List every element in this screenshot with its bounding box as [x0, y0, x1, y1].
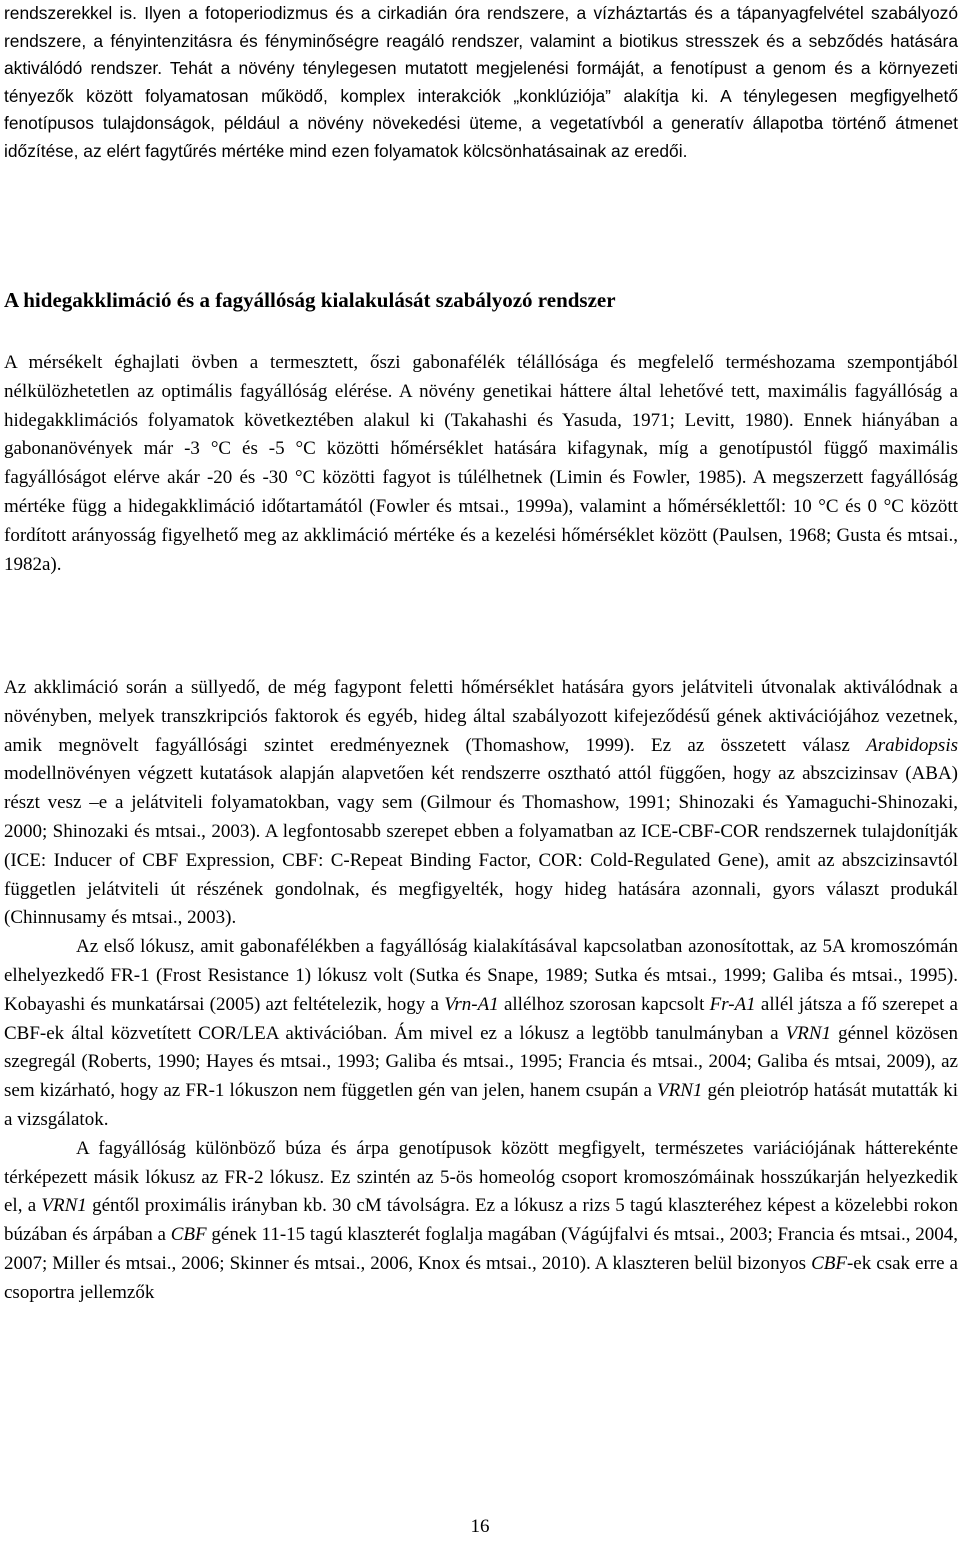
text-run: gén pleiotróp hatását mutatták ki a vizsgálatok. [4, 1080, 958, 1130]
paragraph-acclimation [4, 674, 958, 933]
text-run: gének 11-15 tagú klaszterét foglalja magában (Vágújfalvi és mtsai., 2003; Francia és mtsai., 2004, 2007; Miller és mtsai., 2006; Skinner és mtsai., 2006, Knox és mtsai., 2010). A klaszteren belül bizonyos [4, 1224, 958, 1274]
text-run: géntől proximális irányban kb. 30 cM távolságra. Ez a lókusz a rizs 5 tagú klaszteréhez képest a közelebbi rokon búzában és árpában a [4, 1195, 959, 1246]
page-number: 16 [470, 1516, 490, 1537]
text-run: génnel közösen szegregál (Roberts, 1990; Hayes és mtsai., 1993; Galiba és mtsai., 1995; Francia és mtsai., 2004; Galiba és mtsai, 2009), az sem kizárható, hogy az FR-1 lókuszon nem független gén van jelen, hanem csupán a [4, 1022, 959, 1102]
text-run: -ek csak erre a csoportra jellemzők [4, 1252, 958, 1303]
section-heading: A hidegakklimáció és a fagyállóság kialakulását szabályozó rendszer [4, 288, 616, 312]
text-run: allélhoz szorosan kapcsolt [498, 993, 710, 1015]
text-run: Az első lókusz, amit gabonafélékben a fagyállóság kialakításával kapcsolatban azonosítottak, az 5A kromoszómán elhelyezkedő FR-1 (Frost Resistance 1) lókusz volt (Sutka és Snape, 1989; Sutka és mtsai., 1999; Galiba és mtsai., 1995). Kobayashi és munkatársai (2005) azt feltételezik, hogy a [4, 936, 958, 1015]
text-run: Az akklimáció során a süllyedő, de még fagypont feletti hőmérséklet hatására gyors jelátviteli útvonalak aktiválódnak a növényben, melyek transzkripciós faktorok és egyéb, hideg által szabályozott kifejeződésű gének aktivációjához vezetnek, amik megnövelt fagyállósági szintet eredményeznek (Thomashow, 1999). Ez az összetett válasz [4, 677, 958, 756]
italic-term: Fr-A1 [709, 993, 756, 1015]
body-block-2 [4, 674, 958, 1308]
intro-paragraph: rendszerekkel is. Ilyen a fotoperiodizmus és a cirkadián óra rendszere, a vízháztartás és a tápanyagfelvétel szabályozó rendszere, a fényintenzitásra és fényminőségre reagáló rendszer, valamint a biotikus stresszek és a sebződés hatására aktiválódó rendszer. Tehát a növény ténylegesen mutatott megjelenési formáját, a fenotípust a genom és a környezeti tényezők között folyamatosan működő, komplex interakciók „konklúziója” alakítja ki. A ténylegesen megfigyelhető fenotípusos tulajdonságok, például a növény növekedési üteme, a vegetatívból a generatív állapotba történő átmenet időzítése, az elért fagytűrés mértéke mind ezen folyamatok kölcsönhatásainak az eredői. [4, 3, 958, 161]
italic-term: Arabidopsis [866, 734, 958, 756]
italic-term: Vrn-A1 [444, 993, 499, 1015]
paragraph-fr1-locus [4, 933, 958, 1135]
body-block-1 [4, 349, 958, 579]
paragraph-fr2-locus [4, 1135, 958, 1308]
italic-term: CBF [170, 1224, 207, 1246]
text-run: A fagyállóság különböző búza és árpa genotípusok között megfigyelt, természetes variációjának hátterekénte térképezett másik lókusz az FR-2 lókusz. Ez szintén az 5-ös homeológ csoport kromoszómáinak hosszúkarján helyezkedik el, a [4, 1137, 958, 1217]
paragraph-frost-tolerance: A mérsékelt éghajlati övben a termesztett, őszi gabonafélék télállósága és megfelelő terméshozama szempontjából nélkülözhetetlen az optimális fagyállóság elérése. A növény genetikai háttere által lehetővé tett, maximális fagyállóság a hidegakklimációs folyamatok következtében alakul ki (Takahashi és Yasuda, 1971; Levitt, 1980). Ennek hiányában a gabonanövények már -3 °C és -5 °C közötti hőmérséklet hatására kifagynak, míg a genotípustól függő maximális fagyállóságot elérve akár -20 és -30 °C közötti fagyot is túlélhetnek (Limin és Fowler, 1985). A megszerzett fagyállóság mértéke függ a hidegakklimáció időtartamától (Fowler és mtsai., 1999a), valamint a hőmérséklettől: 10 °C és 0 °C között fordított arányosság figyelhető meg az akklimáció mértéke és a kezelési hőmérséklet között (Paulsen, 1968; Gusta és mtsai., 1982a). [4, 352, 958, 575]
italic-term: VRN1 [41, 1195, 87, 1217]
text-run: allél játsza a fő szerepet a CBF-ek által közvetített COR/LEA aktivációban. Ám mivel ez a lókusz a legtöbb tanulmányban a [4, 993, 958, 1044]
italic-term: CBF [811, 1252, 847, 1274]
italic-term: VRN1 [657, 1080, 703, 1102]
italic-term: VRN1 [785, 1022, 832, 1044]
text-run: modellnövényen végzett kutatások alapján alapvetően két rendszerre osztható attól függően, hogy az abszcizinsav (ABA) részt vesz –e a jelátviteli folyamatokban, vagy sem (Gilmour és Thomashow, 1991; Shinozaki és Yamaguchi-Shinozaki, 2000; Shinozaki és mtsai., 2003). A legfontosabb szerepet ebben a folyamatban az ICE-CBF-COR rendszernek tulajdonítják (ICE: Inducer of CBF Expression, CBF: C-Repeat Binding Factor, COR: Cold-Regulated Gene), amit az abszcizinsavtól független jelátviteli út részének gondolnak, és megfigyelték, hogy hideg hatására azonnali, gyors választ produkál (Chinnusamy és mtsai., 2003). [4, 763, 958, 929]
